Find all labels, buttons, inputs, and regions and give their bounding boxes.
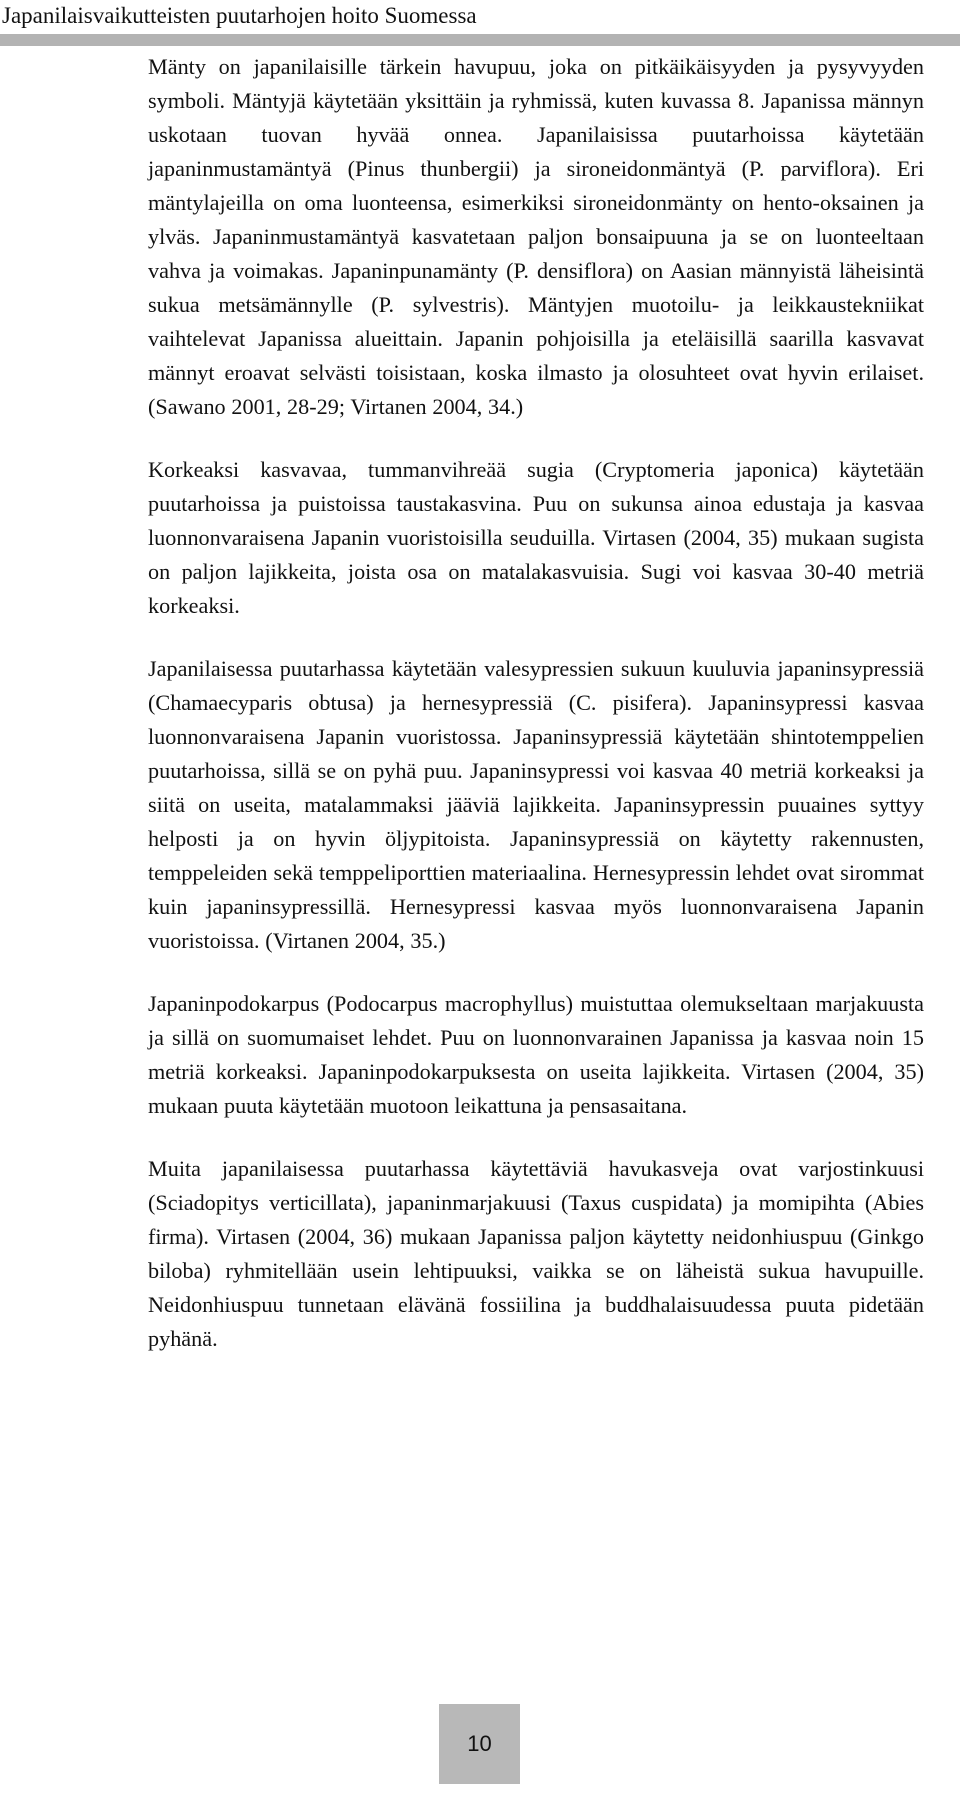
header-rule	[0, 34, 960, 46]
page-number: 10	[467, 1731, 492, 1756]
paragraph-pine: Mänty on japanilaisille tärkein havupuu, joka on pitkäikäisyyden ja pysyvyyden symboli. Mäntyjä käytetään yksittäin ja ryhmissä, kuten kuvassa 8. Japanissa männyn uskotaan tuovan hyvää onnea. Japanilaisissa puutarhoissa käytetään japaninmustamäntyä (Pinus thunbergii) ja sironeidonmäntyä (P. parviflora). Eri mäntylajeilla on oma luonteensa, esimerkiksi sironeidonmänty on hento-oksainen ja ylväs. Japaninmustamäntyä kasvatetaan paljon bonsaipuuna ja se on luonteeltaan vahva ja voimakas. Japaninpunamänty (P. densiflora) on Aasian männyistä läheisintä sukua metsämännylle (P. sylvestris). Mäntyjen muotoilu- ja leikkaustekniikat vaihtelevat Japanissa alueittain. Japanin pohjoisilla ja eteläisillä saarilla kasvavat männyt eroavat selvästi toisistaan, koska ilmasto ja olosuhteet ovat hyvin erilaiset. (Sawano 2001, 28-29; Virtanen 2004, 34.)	[148, 54, 924, 419]
paragraph-cypress: Japanilaisessa puutarhassa käytetään valesypressien sukuun kuuluvia japaninsypressiä (Chamaecyparis obtusa) ja hernesypressiä (C. pisifera). Japaninsypressi kasvaa luonnonvaraisena Japanin vuoristossa. Japaninsypressiä käytetään shintotemppelien puutarhoissa, sillä se on pyhä puu. Japaninsypressi voi kasvaa 40 metriä korkeaksi ja siitä on useita, matalammaksi jääviä lajikkeita. Japaninsypressin puuaines syttyy helposti ja on hyvin öljypitoista. Japaninsypressiä on käytetty rakennusten, temppeleiden sekä temppeliporttien materiaalina. Hernesypressin lehdet ovat sirommat kuin japaninsypressillä. Hernesypressi kasvaa myös luonnonvaraisena Japanin vuoristoissa. (Virtanen 2004, 35.)	[148, 656, 924, 953]
running-header-title: Japanilaisvaikutteisten puutarhojen hoito Suomessa	[2, 3, 477, 28]
paragraph-sugi: Korkeaksi kasvavaa, tummanvihreää sugia (Cryptomeria japonica) käytetään puutarhoissa ja puistoissa taustakasvina. Puu on sukunsa ainoa edustaja ja kasvaa luonnonvaraisena Japanin vuoristoisilla seuduilla. Virtasen (2004, 35) mukaan sugista on paljon lajikkeita, joista osa on matalakasvuisia. Sugi voi kasvaa 30-40 metriä korkeaksi.	[148, 457, 924, 618]
paragraph-podocarpus: Japaninpodokarpus (Podocarpus macrophyllus) muistuttaa olemukseltaan marjakuusta ja sillä on suomumaiset lehdet. Puu on luonnonvarainen Japanissa ja kasvaa noin 15 metriä korkeaksi. Japaninpodokarpuksesta on useita lajikkeita. Virtasen (2004, 35) mukaan puuta käytetään muotoon leikattuna ja pensasaitana.	[148, 991, 924, 1118]
paragraph-other-conifers: Muita japanilaisessa puutarhassa käytettäviä havukasveja ovat varjostinkuusi (Sciadopitys verticillata), japaninmarjakuusi (Taxus cuspidata) ja momipihta (Abies firma). Virtasen (2004, 36) mukaan Japanissa paljon käytetty neidonhiuspuu (Ginkgo biloba) ryhmitellään usein lehtipuuksi, vaikka se on läheistä sukua havupuille. Neidonhiuspuu tunnetaan elävänä fossiilina ja buddhalaisuudessa puuta pidetään pyhänä.	[148, 1156, 924, 1351]
page-header	[0, 0, 960, 46]
document-body	[148, 50, 924, 1385]
page-number-box	[439, 1704, 520, 1784]
